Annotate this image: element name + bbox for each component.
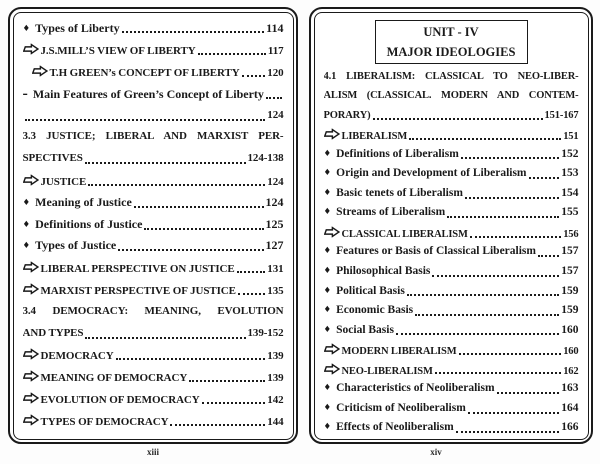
dot-leader (85, 337, 245, 339)
toc-entry-page: 139-152 (247, 326, 284, 339)
toc-entry-page: 162 (563, 365, 579, 377)
toc-entry-page: 142 (267, 394, 284, 407)
toc-entry-page: 154 (561, 186, 579, 199)
toc-entry-page: 155 (561, 206, 579, 219)
toc-entry-text: Social Basis (336, 323, 394, 336)
arrow-icon (324, 223, 340, 243)
arrow-icon (32, 61, 48, 83)
unit-header-box (375, 20, 528, 64)
toc-entry-text: LIBERALISM (341, 131, 408, 143)
toc-entry-text: TYPES OF DEMOCRACY (40, 415, 169, 428)
dot-leader (497, 392, 560, 394)
dot-leader (116, 358, 266, 360)
toc-entry (324, 67, 579, 87)
toc-entry (23, 279, 284, 301)
dot-leader (266, 97, 282, 99)
arrow-icon (324, 340, 340, 360)
toc-entry (324, 321, 579, 341)
toc-entry-text: J.S.MILL’S VIEW OF LIBERTY (40, 45, 196, 58)
dot-leader (407, 294, 559, 296)
toc-entry (324, 360, 579, 380)
arrow-icon (23, 257, 39, 279)
toc-entry-page: 156 (563, 228, 579, 240)
dot-leader (529, 177, 560, 179)
toc-entry (324, 340, 579, 360)
toc-entry (23, 257, 284, 279)
toc-entry-page: 131 (267, 263, 284, 276)
diamond-icon: ♦ (22, 241, 31, 252)
toc-entry-page: 124 (267, 176, 284, 189)
toc-entry-page: 163 (561, 382, 579, 395)
dot-leader (470, 236, 561, 238)
dot-leader (432, 275, 559, 277)
dot-leader (25, 119, 266, 121)
toc-entry (23, 170, 284, 192)
toc-entry-page: 157 (561, 245, 579, 258)
toc-entry-text: JUSTICE (40, 176, 87, 189)
diamond-icon: ♦ (323, 305, 332, 316)
toc-entry-page: 166 (561, 421, 579, 434)
toc-entry-text: 4.1 LIBERALISM: CLASSICAL TO NEO-LIBER- (323, 70, 579, 82)
toc-entry-page: 160 (561, 323, 579, 336)
dot-leader (538, 255, 559, 257)
dot-leader (456, 431, 560, 433)
toc-entry-page: 124 (267, 108, 284, 121)
toc-entry (324, 282, 579, 302)
toc-entry-page: 114 (266, 20, 284, 35)
diamond-icon: ♦ (323, 168, 332, 179)
toc-entry (324, 301, 579, 321)
toc-entry-page: 139 (267, 350, 284, 363)
toc-entry (23, 126, 284, 148)
toc-page-left-inner (13, 12, 294, 440)
toc-page-left (8, 7, 298, 444)
toc-entry (324, 86, 579, 106)
toc-entry-page: 160 (563, 346, 579, 358)
diamond-icon: ♦ (323, 402, 332, 413)
diamond-icon: ♦ (323, 148, 332, 159)
toc-entry-text: Basic tenets of Liberalism (336, 186, 463, 199)
toc-entry-text: Streams of Liberalism (336, 206, 446, 219)
toc-entry (23, 366, 284, 388)
toc-entry-text: LIBERAL PERSPECTIVE ON JUSTICE (40, 263, 235, 276)
toc-entry (324, 203, 579, 223)
toc-entry (324, 184, 579, 204)
toc-entry-text: Philosophical Basis (336, 264, 431, 277)
toc-entry-text: NEO-LIBERALISM (341, 365, 433, 377)
dot-leader (237, 271, 266, 273)
toc-list-right (324, 67, 579, 438)
diamond-icon: ♦ (323, 246, 332, 257)
diamond-icon: ♦ (323, 207, 332, 218)
dot-leader (88, 184, 265, 186)
diamond-icon: ♦ (323, 187, 332, 198)
diamond-icon: ♦ (323, 422, 332, 433)
toc-entry (324, 379, 579, 399)
diamond-icon: ♦ (22, 23, 31, 34)
dot-leader (415, 314, 559, 316)
toc-entry-text: 3.3 JUSTICE; LIBERAL AND MARXIST PER- (22, 130, 284, 143)
toc-entry (23, 83, 284, 105)
diamond-icon: ♦ (323, 324, 332, 335)
toc-entry-page: 144 (267, 415, 284, 428)
toc-list-left (23, 18, 284, 432)
toc-entry-text: Origin and Development of Liberalism (336, 167, 527, 180)
toc-entry-page: 151 (563, 131, 579, 143)
toc-entry (324, 125, 579, 145)
dot-leader (409, 138, 561, 140)
toc-entry-text: SPECTIVES (22, 152, 83, 165)
arrow-icon (23, 344, 39, 366)
toc-entry (324, 262, 579, 282)
toc-entry-text: MODERN LIBERALISM (341, 346, 457, 358)
toc-page-right-inner (314, 12, 589, 440)
toc-entry (23, 18, 284, 40)
toc-entry-text: PORARY) (323, 109, 371, 121)
toc-entry-text: DEMOCRACY (40, 350, 114, 363)
toc-entry-text: Features or Basis of Classical Liberalism (336, 245, 536, 258)
dot-leader (189, 380, 265, 382)
dot-leader (85, 162, 246, 164)
toc-entry (23, 388, 284, 410)
dot-leader (242, 75, 266, 77)
dot-leader (238, 293, 265, 295)
dot-leader (468, 412, 559, 414)
toc-entry (23, 410, 284, 432)
toc-entry (324, 399, 579, 419)
dot-leader (447, 216, 559, 218)
toc-entry-text: T.H GREEN’s CONCEPT OF LIBERTY (49, 67, 240, 80)
toc-entry (23, 323, 284, 345)
toc-entry (324, 418, 579, 438)
toc-entry-page: 164 (561, 401, 579, 414)
toc-entry-page: 153 (561, 167, 579, 180)
toc-entry-page: 152 (561, 147, 579, 160)
dot-leader (435, 372, 561, 374)
toc-entry (23, 148, 284, 170)
dot-leader (134, 206, 264, 208)
dot-leader (461, 157, 559, 159)
toc-entry-text: 3.4 DEMOCRACY: MEANING, EVOLUTION (22, 304, 284, 317)
toc-entry (23, 235, 284, 257)
toc-entry-text: Effects of Neoliberalism (336, 421, 454, 434)
diamond-icon: ♦ (22, 219, 31, 230)
toc-page-right (309, 7, 593, 444)
toc-entry (23, 301, 284, 323)
dot-leader (198, 53, 266, 55)
toc-entry-text: EVOLUTION OF DEMOCRACY (40, 394, 200, 407)
toc-entry-text: Types of Liberty (35, 20, 120, 35)
arrow-icon (23, 366, 39, 388)
toc-entry (23, 344, 284, 366)
toc-entry-page: 120 (267, 67, 284, 80)
arrow-icon (324, 125, 340, 145)
toc-entry-page: 124-138 (247, 152, 284, 165)
page-number-right: xiv (430, 447, 442, 457)
toc-entry (324, 242, 579, 262)
toc-entry (23, 61, 284, 83)
toc-entry (324, 223, 579, 243)
dot-leader (144, 228, 263, 230)
toc-entry-text: Definitions of Liberalism (336, 147, 459, 160)
toc-entry (23, 192, 284, 214)
toc-entry-text: AND TYPES (22, 326, 84, 339)
toc-entry-page: 125 (265, 216, 284, 231)
dash-icon: - (22, 84, 28, 102)
toc-entry-page: 124 (265, 194, 284, 209)
toc-entry-text: MARXIST PERSPECTIVE OF JUSTICE (40, 285, 236, 298)
diamond-icon: ♦ (22, 197, 31, 208)
toc-entry (324, 145, 579, 165)
dot-leader (202, 402, 266, 404)
page-number-left: xiii (146, 447, 159, 457)
toc-entry-page: 159 (561, 304, 579, 317)
toc-entry-text: Political Basis (336, 284, 405, 297)
toc-entry-text: MEANING OF DEMOCRACY (40, 372, 188, 385)
diamond-icon: ♦ (323, 285, 332, 296)
toc-entry-page: 157 (561, 264, 579, 277)
dot-leader (459, 353, 562, 355)
toc-entry (23, 39, 284, 61)
toc-entry-text: Main Features of Green’s Concept of Liberty (32, 86, 264, 101)
diamond-icon: ♦ (323, 265, 332, 276)
dot-leader (170, 424, 265, 426)
toc-entry (23, 214, 284, 236)
arrow-icon (23, 388, 39, 410)
toc-entry-page: 159 (561, 284, 579, 297)
toc-entry-text: ALISM (CLASSICAL. MODERN AND CONTEM- (323, 90, 579, 102)
toc-entry (324, 106, 579, 126)
unit-title: UNIT - IV (423, 24, 479, 39)
toc-entry-page: 127 (265, 238, 284, 253)
dot-leader (465, 197, 559, 199)
toc-entry-text: Meaning of Justice (35, 194, 132, 209)
toc-entry-text: CLASSICAL LIBERALISM (341, 228, 468, 240)
toc-entry-text: Criticism of Neoliberalism (336, 401, 466, 414)
arrow-icon (23, 39, 39, 61)
toc-entry-page: 135 (267, 285, 284, 298)
toc-entry-text: Definitions of Justice (35, 216, 143, 231)
arrow-icon (23, 279, 39, 301)
toc-entry (324, 164, 579, 184)
arrow-icon (324, 360, 340, 380)
toc-entry-text: Types of Justice (35, 238, 117, 253)
toc-entry-text: Economic Basis (336, 304, 414, 317)
toc-entry-page: 151-167 (544, 109, 579, 121)
diamond-icon: ♦ (323, 383, 332, 394)
unit-subtitle: MAJOR IDEOLOGIES (386, 44, 516, 59)
arrow-icon (23, 410, 39, 432)
dot-leader (396, 333, 559, 335)
toc-entry-text: Characteristics of Neoliberalism (336, 382, 495, 395)
arrow-icon (23, 170, 39, 192)
dot-leader (122, 31, 265, 33)
toc-entry (23, 105, 284, 127)
dot-leader (373, 118, 543, 120)
dot-leader (118, 249, 263, 251)
toc-entry-page: 117 (267, 45, 284, 58)
toc-entry-page: 139 (267, 372, 284, 385)
